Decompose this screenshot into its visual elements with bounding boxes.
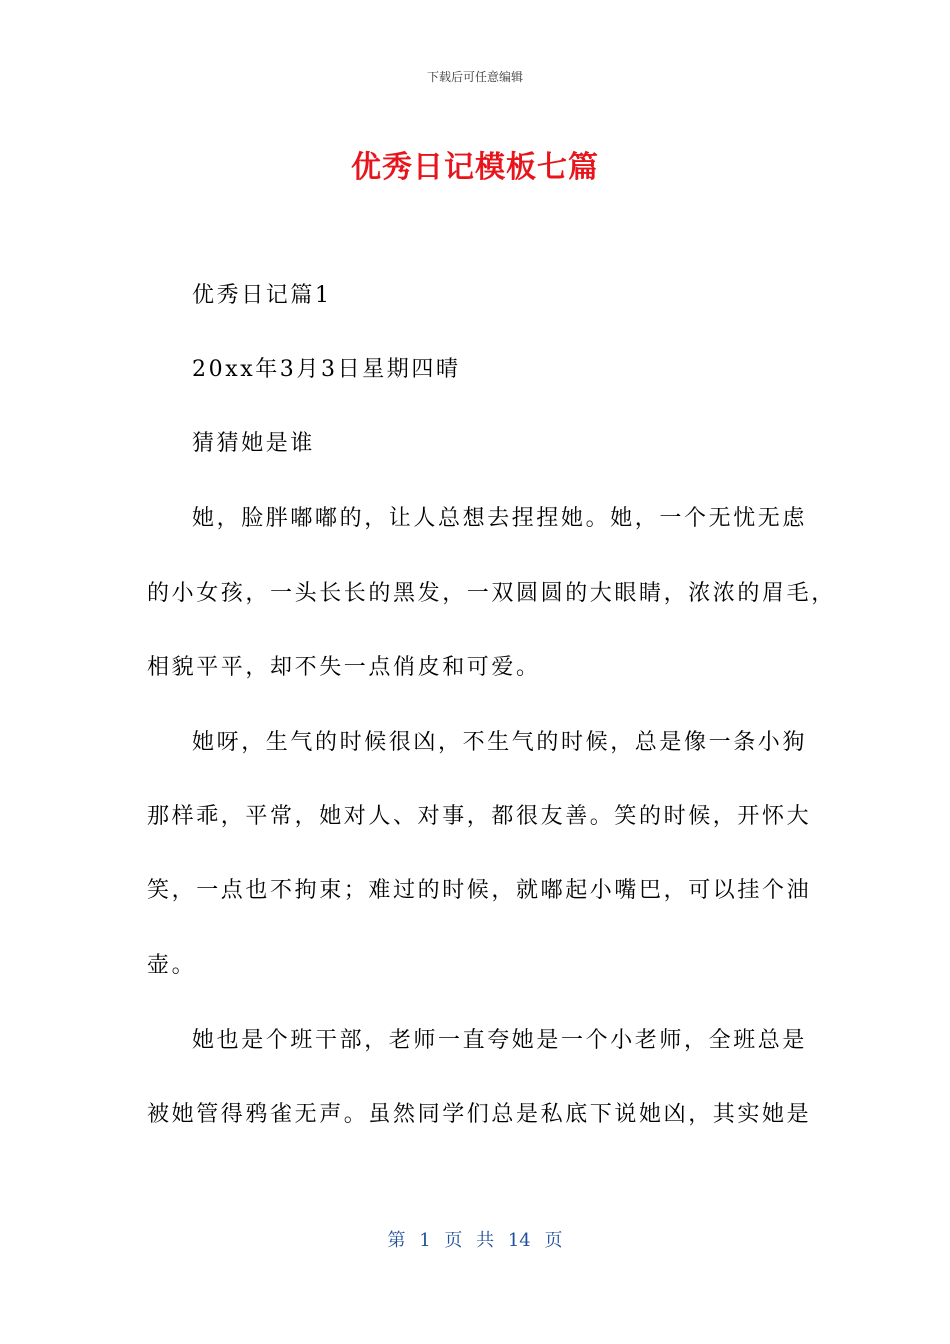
paragraph-line: 相貌平平，却不失一点俏皮和可爱。 bbox=[147, 655, 541, 680]
diary-date: 20xx年3月3日星期四晴 bbox=[192, 357, 461, 382]
header-note: 下载后可任意编辑 bbox=[426, 70, 523, 84]
paragraph-line: 她，脸胖嘟嘟的，让人总想去捏捏她。她，一个无忧无虑 bbox=[192, 506, 808, 531]
page-number-footer: 第 1 页 共 14 页 bbox=[387, 1230, 563, 1251]
paragraph-line: 的小女孩，一头长长的黑发，一双圆圆的大眼睛，浓浓的眉毛， bbox=[147, 581, 836, 606]
diary-heading: 优秀日记篇1 bbox=[192, 283, 332, 308]
paragraph-line: 她也是个班干部，老师一直夸她是一个小老师，全班总是 bbox=[192, 1028, 808, 1053]
document-title: 优秀日记模板七篇 bbox=[351, 150, 599, 185]
paragraph-line: 被她管得鸦雀无声。虽然同学们总是私底下说她凶，其实她是 bbox=[147, 1102, 812, 1127]
paragraph-line: 她呀，生气的时候很凶，不生气的时候，总是像一条小狗 bbox=[192, 730, 808, 755]
diary-subtitle: 猜猜她是谁 bbox=[192, 431, 316, 456]
paragraph-line: 那样乖，平常，她对人、对事，都很友善。笑的时候，开怀大 bbox=[147, 804, 812, 829]
paragraph-line: 壶。 bbox=[147, 953, 197, 978]
paragraph-line: 笑，一点也不拘束；难过的时候，就嘟起小嘴巴，可以挂个油 bbox=[147, 878, 812, 903]
